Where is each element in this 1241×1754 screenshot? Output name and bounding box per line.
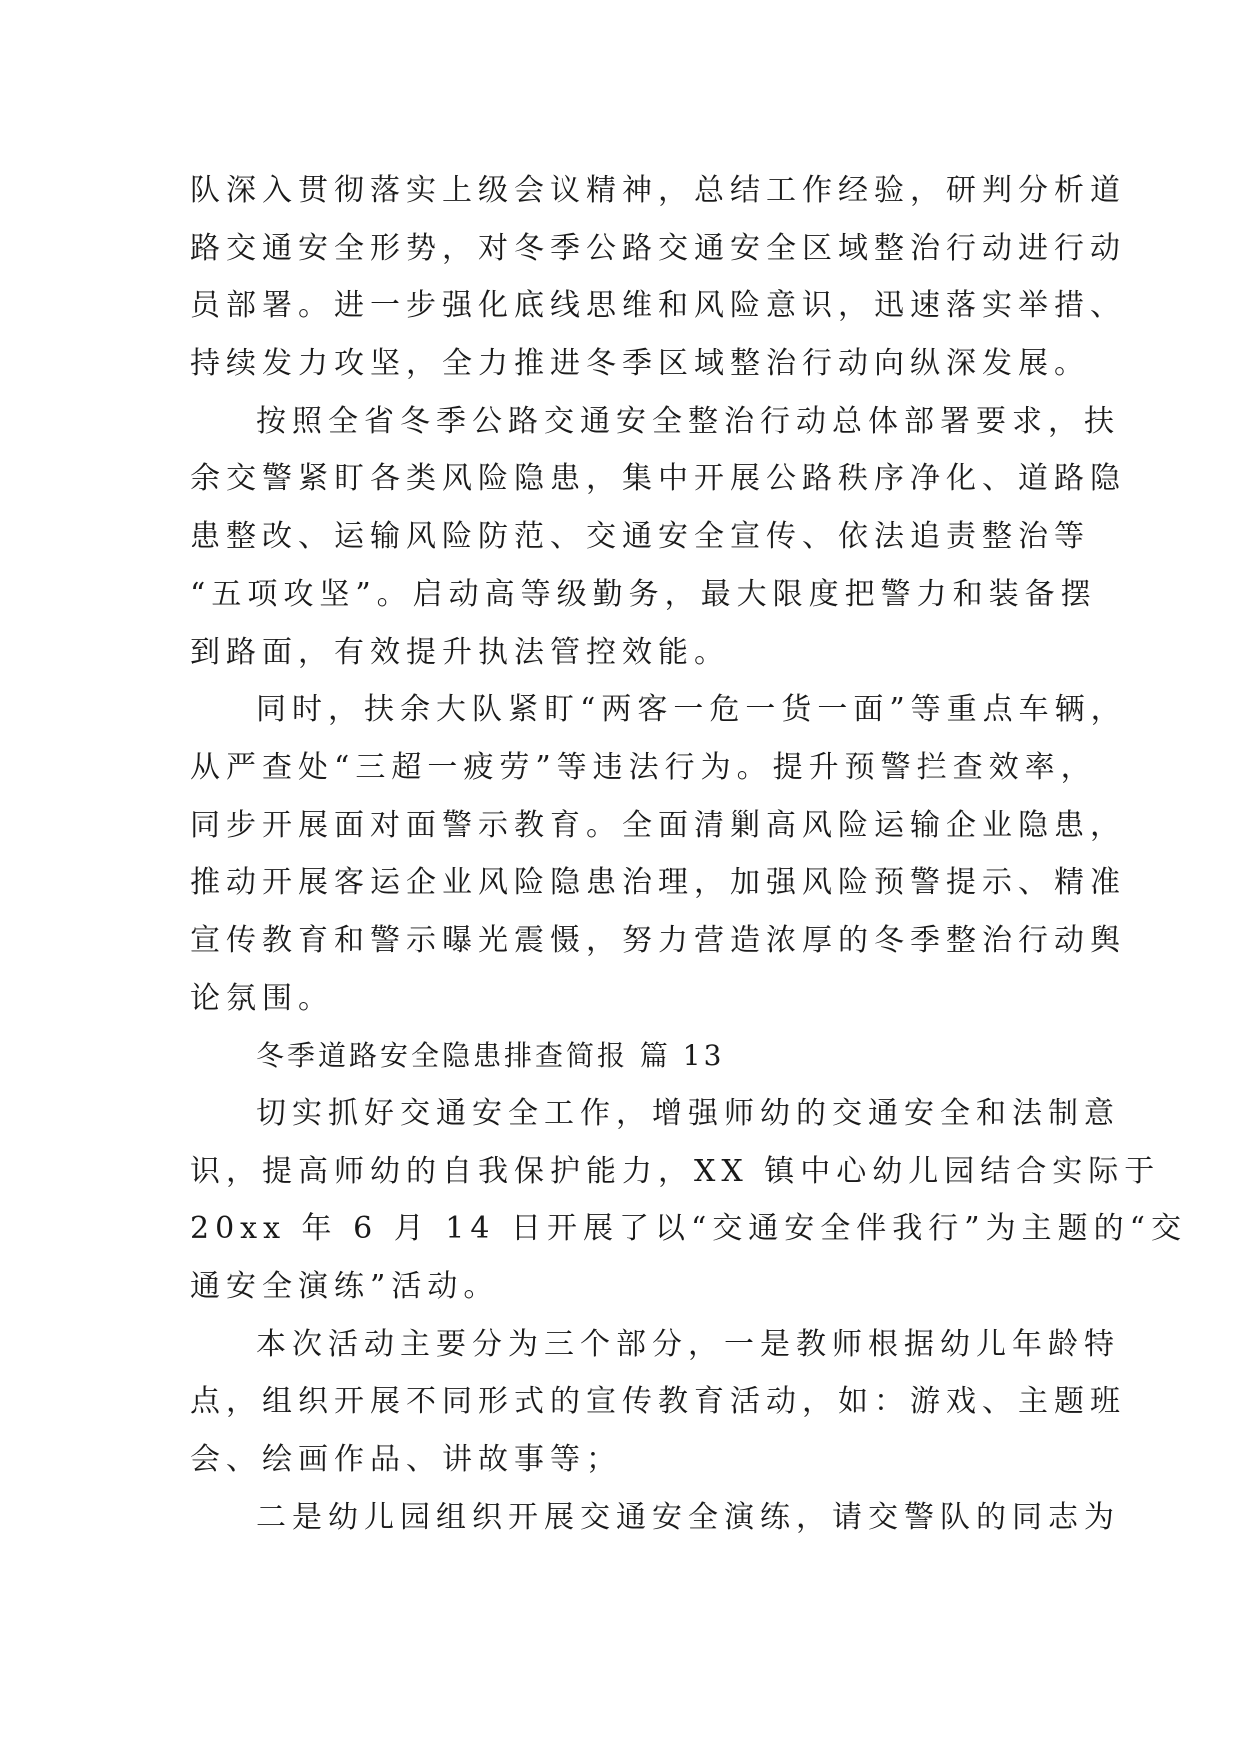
paragraph-first-line: 同时，扶余大队紧盯“两客一危一货一面”等重点车辆， bbox=[256, 692, 1127, 728]
text-line: 点，组织开展不同形式的宣传教育活动，如：游戏、主题班 bbox=[190, 1384, 1126, 1420]
text-line: “五项攻坚”。启动高等级勤务，最大限度把警力和装备摆 bbox=[190, 576, 1097, 612]
paragraph-first-line: 切实抓好交通安全工作，增强师幼的交通安全和法制意 bbox=[256, 1096, 1120, 1131]
text-line: 员部署。进一步强化底线思维和风险意识，迅速落实举措、 bbox=[190, 288, 1126, 324]
paragraph-first-line: 本次活动主要分为三个部分，一是教师根据幼儿年龄特 bbox=[256, 1326, 1120, 1362]
text-line: 20xx 年 6 月 14 日开展了以“交通安全伴我行”为主题的“交 bbox=[190, 1211, 1187, 1247]
text-line: 从严查处“三超一疲劳”等违法行为。提升预警拦查效率， bbox=[190, 749, 1097, 785]
section-heading: 冬季道路安全隐患排查简报 篇 13 bbox=[256, 1039, 725, 1073]
text-line: 论氛围。 bbox=[190, 980, 334, 1016]
text-line: 患整改、运输风险防范、交通安全宣传、依法追责整治等 bbox=[190, 519, 1090, 555]
document-body bbox=[190, 162, 1187, 1547]
text-line: 队深入贯彻落实上级会议精神，总结工作经验，研判分析道 bbox=[190, 173, 1126, 208]
text-line: 推动开展客运企业风险隐患治理，加强风险预警提示、精准 bbox=[190, 865, 1126, 901]
text-line: 余交警紧盯各类风险隐患，集中开展公路秩序净化、道路隐 bbox=[190, 461, 1126, 497]
text-line: 持续发力攻坚，全力推进冬季区域整治行动向纵深发展。 bbox=[190, 346, 1090, 382]
paragraph-first-line: 按照全省冬季公路交通安全整治行动总体部署要求，扶 bbox=[256, 403, 1120, 439]
text-line: 同步开展面对面警示教育。全面清剿高风险运输企业隐患， bbox=[190, 807, 1126, 843]
text-line: 会、绘画作品、讲故事等； bbox=[190, 1442, 622, 1478]
text-line: 识，提高师幼的自我保护能力，XX 镇中心幼儿园结合实际于 bbox=[190, 1153, 1161, 1189]
paragraph-first-line: 二是幼儿园组织开展交通安全演练，请交警队的同志为 bbox=[256, 1499, 1120, 1535]
text-line: 宣传教育和警示曝光震慑，努力营造浓厚的冬季整治行动舆 bbox=[190, 922, 1126, 958]
text-line: 到路面，有效提升执法管控效能。 bbox=[190, 634, 730, 670]
text-line: 路交通安全形势，对冬季公路交通安全区域整治行动进行动 bbox=[190, 230, 1126, 266]
text-line: 通安全演练”活动。 bbox=[190, 1269, 500, 1305]
